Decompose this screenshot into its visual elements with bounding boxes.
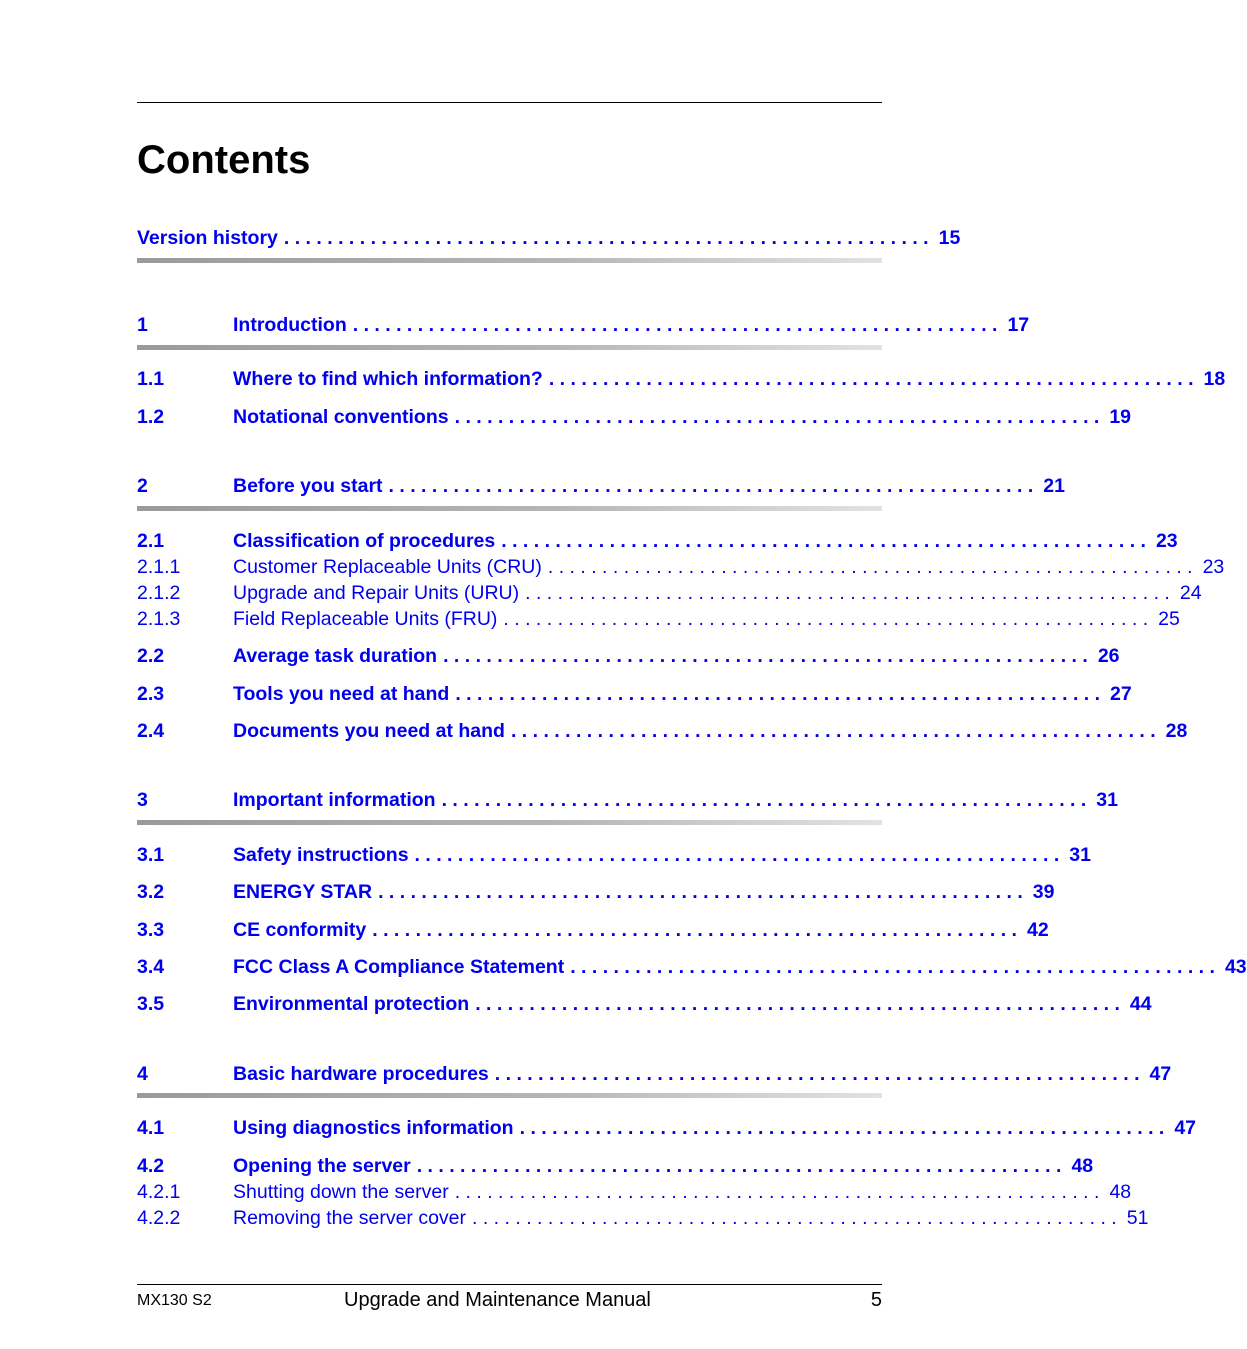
toc-title: Basic hardware procedures (233, 1063, 489, 1085)
toc-title: FCC Class A Compliance Statement (233, 956, 565, 978)
toc-title: Safety instructions (233, 844, 409, 866)
dot-leader: . . . . . . . . . . . . . . . . . . . . . . . . . . . . . . . . . . . . . . . . . . . . . . . . . . . . . . . . . . . . (547, 556, 1193, 578)
dot-leader: . . . . . . . . . . . . . . . . . . . . . . . . . . . . . . . . . . . . . . . . . . . . . . . . . . . . . . . . . . . . (570, 956, 1215, 978)
toc-entry-3-2[interactable] (137, 880, 1055, 904)
toc-entry-2-1-3[interactable] (137, 607, 1180, 631)
section-separator (137, 1093, 882, 1098)
toc-title: CE conformity (233, 919, 367, 941)
toc-page: 48 (1109, 1181, 1132, 1203)
toc-number: 3.5 (137, 993, 165, 1015)
toc-page: 18 (1203, 368, 1226, 390)
footer-page-number: 5 (870, 1289, 882, 1311)
toc-number: 4.1 (137, 1117, 165, 1139)
toc-title: Version history (137, 227, 278, 249)
toc-entry-2-1-2[interactable] (137, 581, 1202, 605)
toc-number: 1 (137, 314, 148, 336)
toc-entry-3-5[interactable] (137, 992, 1152, 1016)
dot-leader: . . . . . . . . . . . . . . . . . . . . . . . . . . . . . . . . . . . . . . . . . . . . . . . . . . . . . . . . . . . . (414, 844, 1060, 866)
toc-page: 23 (1202, 556, 1225, 578)
toc-title: Using diagnostics information (233, 1117, 514, 1139)
toc-entry-4-2-1[interactable] (137, 1180, 1132, 1204)
toc-number: 3.3 (137, 919, 165, 941)
toc-page: 26 (1097, 645, 1120, 667)
toc-entry-2-2[interactable] (137, 644, 1120, 668)
toc-number: 3 (137, 789, 148, 811)
toc-number: 2.3 (137, 683, 165, 705)
section-separator (137, 506, 882, 511)
toc-number: 3.2 (137, 881, 165, 903)
toc-entry-3[interactable] (137, 788, 1118, 812)
toc-page: 24 (1179, 582, 1202, 604)
section-separator (137, 345, 882, 350)
toc-page: 48 (1071, 1155, 1094, 1177)
toc-number: 4.2 (137, 1155, 165, 1177)
dot-leader: . . . . . . . . . . . . . . . . . . . . . . . . . . . . . . . . . . . . . . . . . . . . . . . . . . . . . . . . . . . . (372, 919, 1017, 941)
toc-entry-3-3[interactable] (137, 918, 1049, 942)
toc-page: 47 (1149, 1063, 1172, 1085)
section-separator (137, 820, 882, 825)
toc-title: Before you start (233, 475, 383, 497)
toc-entry-1-2[interactable] (137, 405, 1132, 429)
dot-leader: . . . . . . . . . . . . . . . . . . . . . . . . . . . . . . . . . . . . . . . . . . . . . . . . . . . . . . . . . . . . (441, 789, 1087, 811)
dot-leader: . . . . . . . . . . . . . . . . . . . . . . . . . . . . . . . . . . . . . . . . . . . . . . . . . . . . . . . . . . . . (475, 993, 1120, 1015)
toc-page: 23 (1155, 530, 1178, 552)
toc-page: 27 (1110, 683, 1132, 705)
toc-title: Classification of procedures (233, 530, 496, 552)
dot-leader: . . . . . . . . . . . . . . . . . . . . . . . . . . . . . . . . . . . . . . . . . . . . . . . . . . . . . . . . . . . . (416, 1155, 1062, 1177)
toc-title: Introduction (233, 314, 347, 336)
dot-leader: . . . . . . . . . . . . . . . . . . . . . . . . . . . . . . . . . . . . . . . . . . . . . . . . . . . . . . . . . . . . (443, 645, 1088, 667)
dot-leader: . . . . . . . . . . . . . . . . . . . . . . . . . . . . . . . . . . . . . . . . . . . . . . . . . . . . . . . . . . . . (454, 1181, 1100, 1203)
dot-leader: . . . . . . . . . . . . . . . . . . . . . . . . . . . . . . . . . . . . . . . . . . . . . . . . . . . . . . . . . . . . (388, 475, 1034, 497)
toc-entry-2-1[interactable] (137, 529, 1178, 553)
toc-entry-2-1-1[interactable] (137, 555, 1225, 579)
toc-title: Average task duration (233, 645, 438, 667)
dot-leader: . . . . . . . . . . . . . . . . . . . . . . . . . . . . . . . . . . . . . . . . . . . . . . . . . . . . . . . . . . . . (525, 582, 1170, 604)
toc-entry-4[interactable] (137, 1062, 1172, 1086)
toc-title: Opening the server (233, 1155, 411, 1177)
toc-title: Important information (233, 789, 436, 811)
toc-title: Upgrade and Repair Units (URU) (233, 582, 520, 604)
toc-number: 4.2.1 (137, 1181, 181, 1203)
toc-page: 17 (1007, 314, 1030, 336)
toc-entry-3-1[interactable] (137, 843, 1091, 867)
toc-entry-3-4[interactable] (137, 955, 1247, 979)
dot-leader: . . . . . . . . . . . . . . . . . . . . . . . . . . . . . . . . . . . . . . . . . . . . . . . . . . . . . . . . . . . . (503, 608, 1149, 630)
toc-title: Field Replaceable Units (FRU) (233, 608, 498, 630)
toc-page: 47 (1174, 1117, 1197, 1139)
toc-title: Tools you need at hand (233, 683, 450, 705)
toc-entry-4-1[interactable] (137, 1116, 1197, 1140)
toc-number: 2.1.1 (137, 556, 181, 578)
toc-number: 3.4 (137, 956, 165, 978)
toc-entry-4-2-2[interactable] (137, 1206, 1149, 1230)
toc-entry-4-2[interactable] (137, 1154, 1094, 1178)
toc-number: 2.1 (137, 530, 165, 552)
toc-entry-1[interactable] (137, 313, 1030, 337)
toc-number: 3.1 (137, 844, 165, 866)
toc-number: 1.1 (137, 368, 165, 390)
dot-leader: . . . . . . . . . . . . . . . . . . . . . . . . . . . . . . . . . . . . . . . . . . . . . . . . . . . . . . . . . . . . (519, 1117, 1165, 1139)
footer-rule (137, 1284, 882, 1285)
toc-page: 43 (1224, 956, 1247, 978)
dot-leader: . . . . . . . . . . . . . . . . . . . . . . . . . . . . . . . . . . . . . . . . . . . . . . . . . . . . . . . . . . . . (548, 368, 1194, 390)
footer-model: MX130 S2 (137, 1292, 212, 1309)
toc-number: 2.1.3 (137, 608, 181, 630)
toc-title: Shutting down the server (233, 1181, 449, 1203)
toc-page: 42 (1026, 919, 1049, 941)
dot-leader: . . . . . . . . . . . . . . . . . . . . . . . . . . . . . . . . . . . . . . . . . . . . . . . . . . . . . . . . . . . . (454, 406, 1100, 428)
dot-leader: . . . . . . . . . . . . . . . . . . . . . . . . . . . . . . . . . . . . . . . . . . . . . . . . . . . . . . . . . . . . (378, 881, 1023, 903)
toc-title: Removing the server cover (233, 1207, 467, 1229)
toc-page: 25 (1158, 608, 1180, 630)
page-title: Contents (137, 138, 311, 182)
toc-page: 31 (1069, 844, 1091, 866)
footer-manual-title: Upgrade and Maintenance Manual (344, 1289, 651, 1311)
toc-title: Where to find which information? (233, 368, 543, 390)
toc-page: 31 (1096, 789, 1118, 811)
toc-number: 2 (137, 475, 148, 497)
toc-page: 28 (1165, 720, 1188, 742)
dot-leader: . . . . . . . . . . . . . . . . . . . . . . . . . . . . . . . . . . . . . . . . . . . . . . . . . . . . . . . . . . . . (352, 314, 998, 336)
toc-page: 39 (1032, 881, 1055, 903)
toc-title: Customer Replaceable Units (CRU) (233, 556, 542, 578)
dot-leader: . . . . . . . . . . . . . . . . . . . . . . . . . . . . . . . . . . . . . . . . . . . . . . . . . . . . . . . . . . . . (455, 683, 1101, 705)
toc-entry-1-1[interactable] (137, 367, 1226, 391)
toc-entry-2[interactable] (137, 474, 1065, 498)
toc-page: 44 (1129, 993, 1152, 1015)
dot-leader: . . . . . . . . . . . . . . . . . . . . . . . . . . . . . . . . . . . . . . . . . . . . . . . . . . . . . . . . . . . . (283, 227, 929, 249)
toc-page: 15 (938, 227, 961, 249)
section-separator (137, 258, 882, 263)
toc-title: Notational conventions (233, 406, 449, 428)
toc-title: Environmental protection (233, 993, 470, 1015)
toc-number: 2.1.2 (137, 582, 181, 604)
toc-page: 21 (1043, 475, 1065, 497)
toc-entry-2-4[interactable] (137, 719, 1188, 743)
toc-page: 51 (1126, 1207, 1149, 1229)
toc-number: 4.2.2 (137, 1207, 181, 1229)
dot-leader: . . . . . . . . . . . . . . . . . . . . . . . . . . . . . . . . . . . . . . . . . . . . . . . . . . . . . . . . . . . . (510, 720, 1156, 742)
toc-number: 2.2 (137, 645, 165, 667)
dot-leader: . . . . . . . . . . . . . . . . . . . . . . . . . . . . . . . . . . . . . . . . . . . . . . . . . . . . . . . . . . . . (472, 1207, 1117, 1229)
toc-page: 19 (1109, 406, 1132, 428)
toc-title: Documents you need at hand (233, 720, 505, 742)
toc-number: 1.2 (137, 406, 165, 428)
toc-title: ENERGY STAR (233, 881, 373, 903)
toc-entry-version-history[interactable] (137, 226, 961, 250)
dot-leader: . . . . . . . . . . . . . . . . . . . . . . . . . . . . . . . . . . . . . . . . . . . . . . . . . . . . . . . . . . . . (501, 530, 1146, 552)
toc-number: 4 (137, 1063, 148, 1085)
toc-number: 2.4 (137, 720, 165, 742)
toc-entry-2-3[interactable] (137, 682, 1132, 706)
dot-leader: . . . . . . . . . . . . . . . . . . . . . . . . . . . . . . . . . . . . . . . . . . . . . . . . . . . . . . . . . . . . (494, 1063, 1140, 1085)
